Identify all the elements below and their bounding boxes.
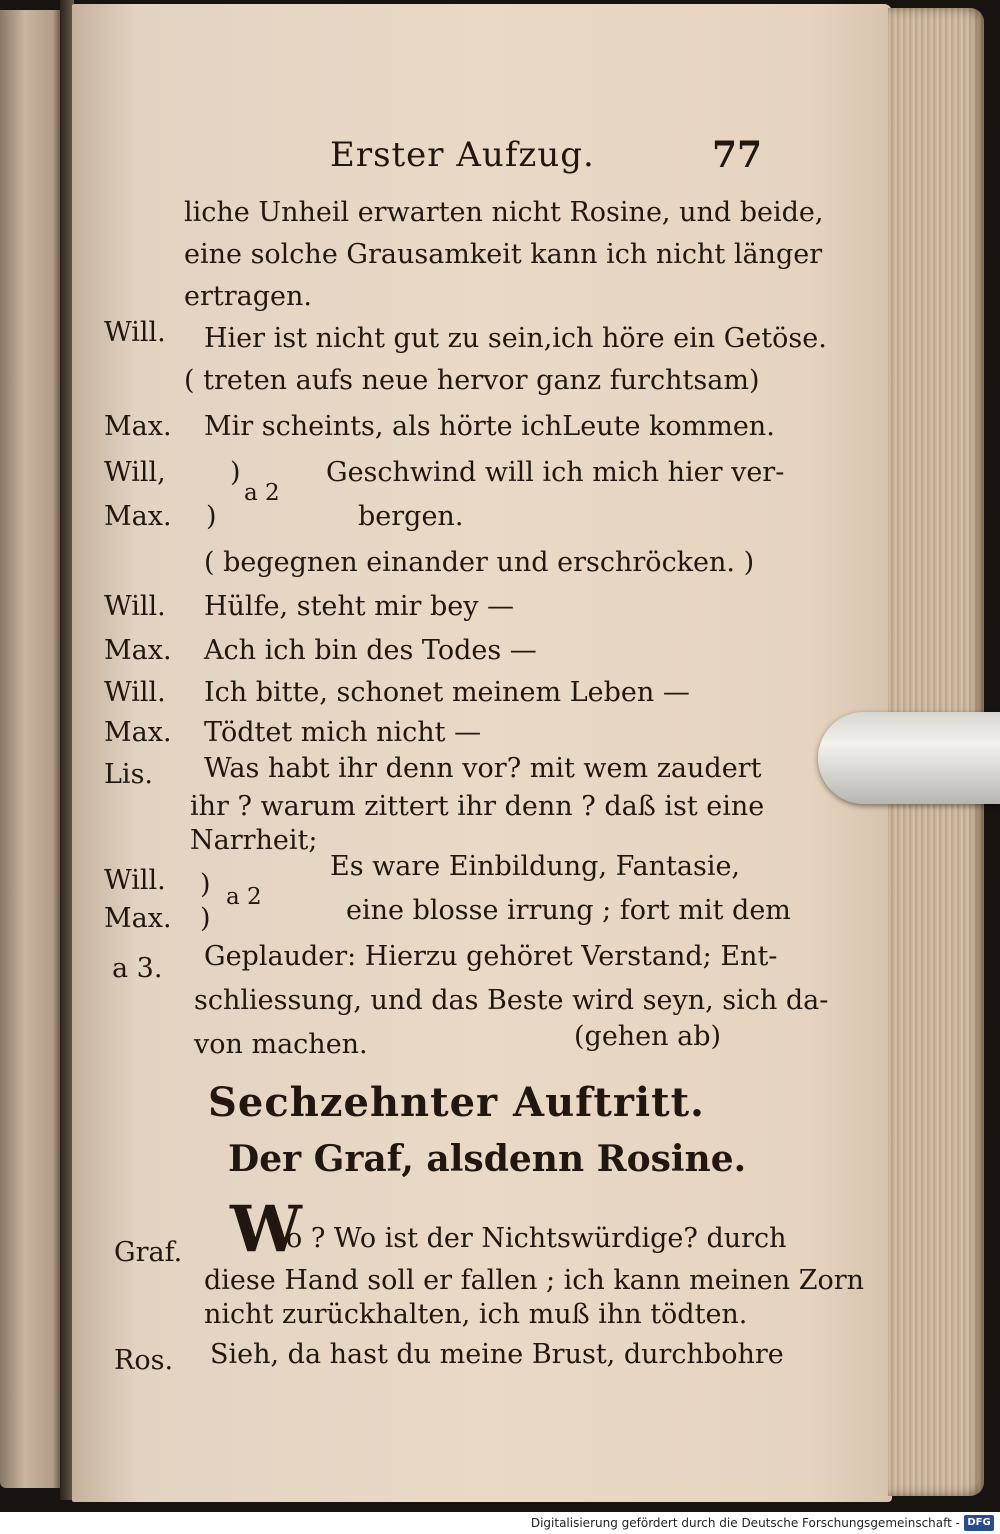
dialogue-line: Narrheit; — [190, 825, 318, 856]
drop-initial: W — [230, 1192, 302, 1267]
dialogue-line: Es ware Einbildung, Fantasie, — [330, 851, 741, 882]
speaker-label: Will. — [104, 865, 166, 896]
text-line: eine solche Grausamkeit kann ich nicht länger — [184, 239, 823, 270]
running-title: Erster Aufzug. — [330, 135, 595, 175]
dialogue-line: Sieh, da hast du meine Brust, durchbohre — [210, 1339, 784, 1370]
speaker-label: Will, — [104, 457, 166, 488]
ensemble-label: a 2 — [244, 480, 280, 506]
dialogue-line: bergen. — [358, 501, 464, 532]
brace: ) — [200, 869, 211, 900]
scene-heading: Sechzehnter Auftritt. — [208, 1079, 705, 1126]
dialogue-line: schliessung, und das Beste wird seyn, sich da- — [194, 985, 829, 1016]
text-line: liche Unheil erwarten nicht Rosine, und beide, — [184, 197, 824, 228]
speaker-label: Graf. — [114, 1237, 183, 1268]
dialogue-line: von machen. — [194, 1029, 368, 1060]
speaker-label: Lis. — [104, 759, 154, 790]
brace: ) — [230, 457, 241, 488]
dialogue-line: eine blosse irrung ; fort mit dem — [346, 895, 791, 926]
stage-direction: ( treten aufs neue hervor ganz furchtsam) — [184, 365, 760, 396]
speaker-label: Will. — [104, 677, 166, 708]
brace: ) — [200, 903, 211, 934]
speaker-label: Will. — [104, 317, 166, 348]
dialogue-line: Geplauder: Hierzu gehöret Verstand; Ent- — [204, 941, 778, 972]
page-clip — [818, 712, 1000, 804]
speaker-label: Max. — [104, 501, 172, 532]
brace: ) — [206, 501, 217, 532]
dialogue-line: Ach ich bin des Todes — — [204, 635, 537, 666]
dfg-logo: DFG — [964, 1515, 994, 1531]
speaker-label: Max. — [104, 903, 172, 934]
dialogue-line: ihr ? warum zittert ihr denn ? daß ist eine — [190, 791, 765, 822]
dialogue-line: Tödtet mich nicht — — [204, 717, 482, 748]
speaker-label: Will. — [104, 591, 166, 622]
page-number: 77 — [712, 134, 763, 176]
dialogue-line: nicht zurückhalten, ich muß ihn tödten. — [204, 1299, 748, 1330]
dialogue-line: Ich bitte, schonet meinem Leben — — [204, 677, 690, 708]
dialogue-line: Geschwind will ich mich hier ver- — [326, 457, 785, 488]
scene-characters: Der Graf, alsdenn Rosine. — [228, 1138, 747, 1180]
speaker-label: Max. — [104, 717, 172, 748]
funding-credit: Digitalisierung gefördert durch die Deutsche Forschungsgemeinschaft - — [530, 1516, 960, 1530]
dialogue-line: o ? Wo ist der Nichtswürdige? durch — [286, 1223, 787, 1254]
dialogue-line: diese Hand soll er fallen ; ich kann meinen Zorn — [204, 1265, 865, 1296]
dialogue-line: Mir scheints, als hörte ichLeute kommen. — [204, 411, 775, 442]
ensemble-label: a 2 — [226, 884, 262, 910]
dialogue-line: Hülfe, steht mir bey — — [204, 591, 515, 622]
speaker-label: a 3. — [112, 953, 163, 984]
stage-direction: (gehen ab) — [574, 1021, 722, 1052]
dialogue-line: Hier ist nicht gut zu sein,ich höre ein Getöse. — [204, 323, 827, 354]
dialogue-line: Was habt ihr denn vor? mit wem zaudert — [204, 753, 762, 784]
text-line: ertragen. — [184, 281, 312, 312]
speaker-label: Max. — [104, 411, 172, 442]
footer-bar — [0, 1512, 1000, 1534]
speaker-label: Ros. — [114, 1345, 174, 1376]
stage-direction: ( begegnen einander und erschröcken. ) — [204, 547, 755, 578]
speaker-label: Max. — [104, 635, 172, 666]
